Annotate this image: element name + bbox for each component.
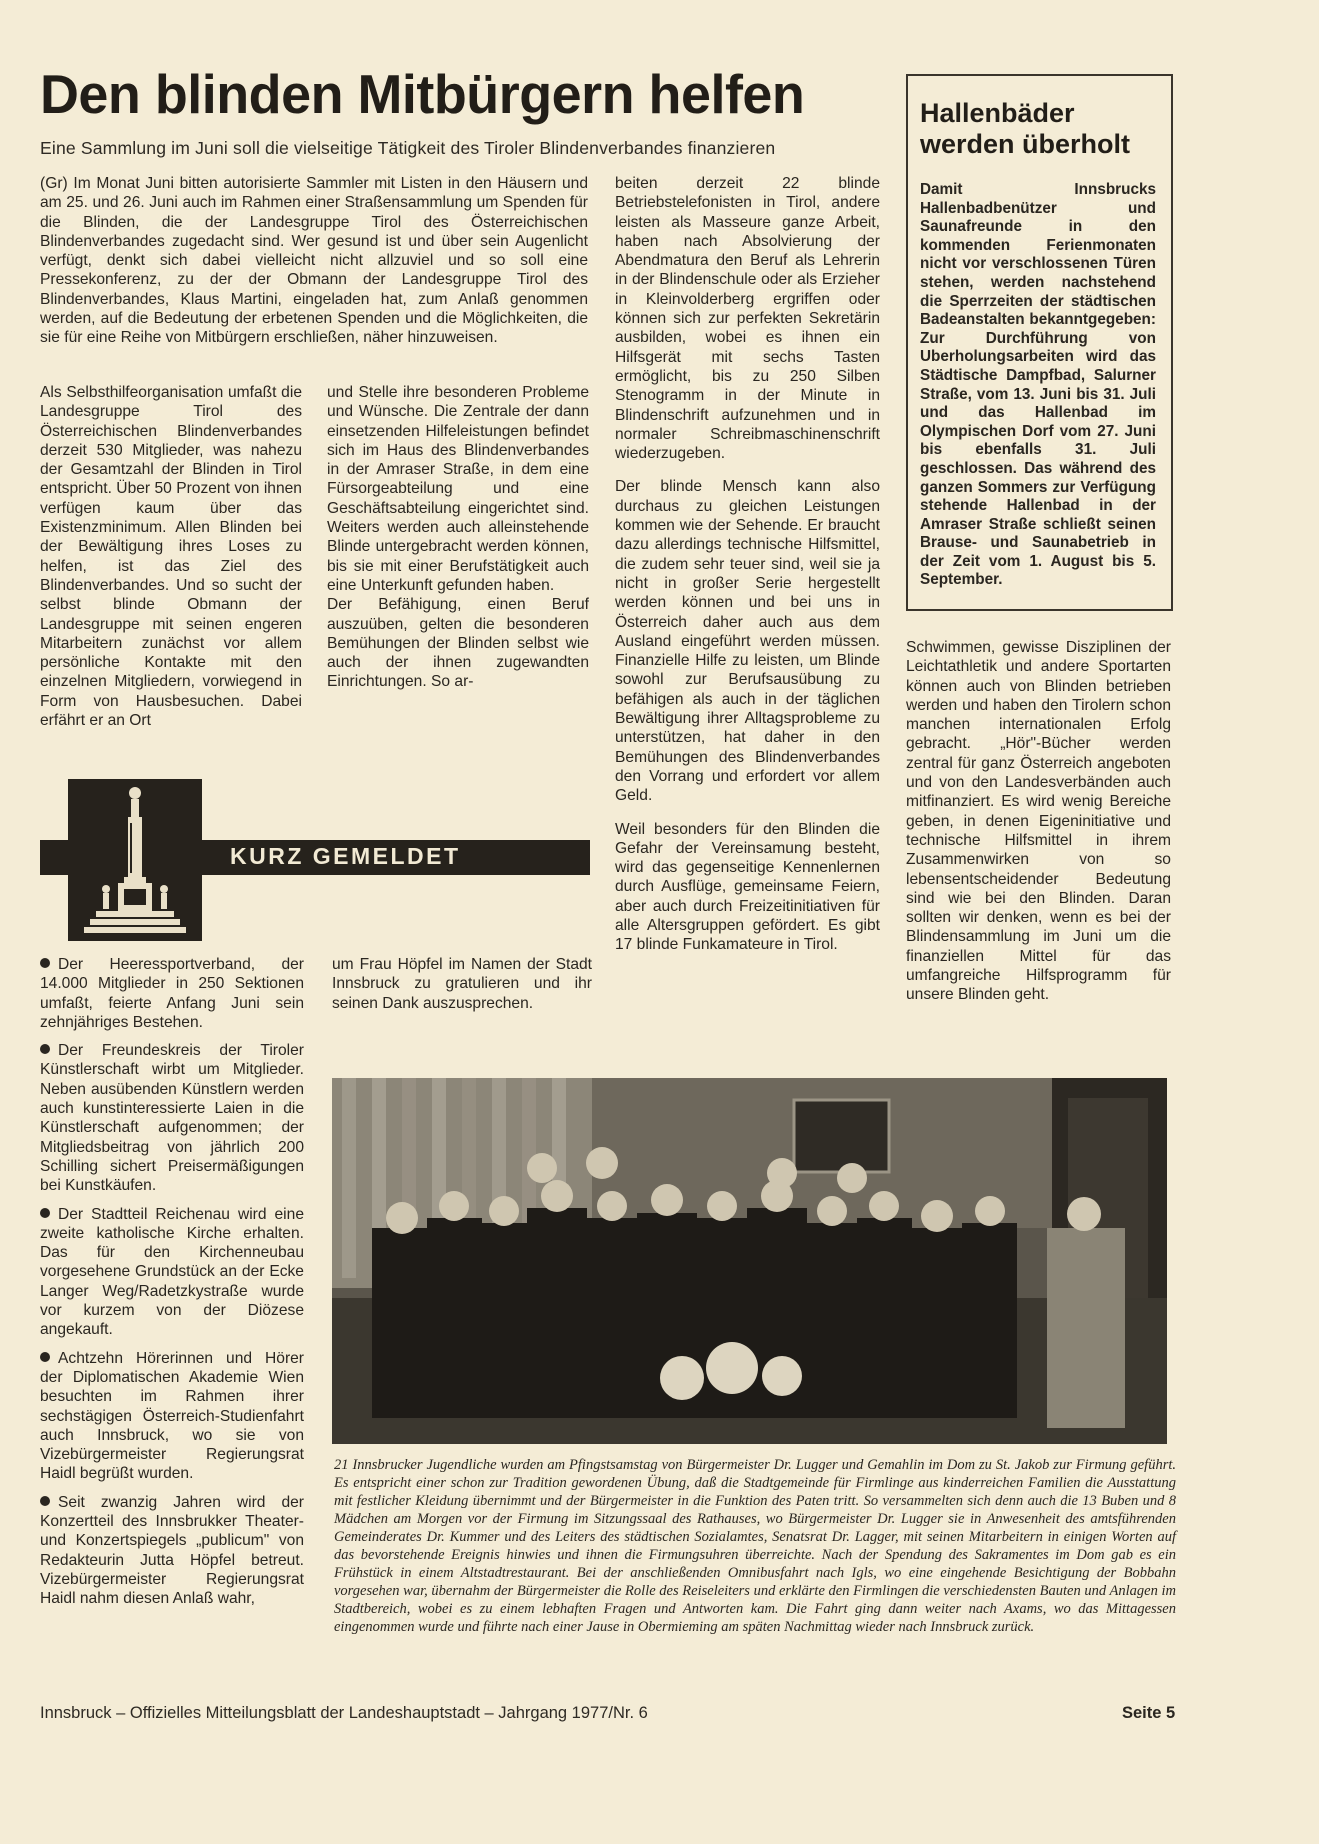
kurz-item: Seit zwanzig Jahren wird der Konzertteil des Innsbrukker Theater- und Konzertspiegels „publicum" von Redakteurin Jutta Höpfel betreut. Vizebürgermeister Regierungsrat Haidl nahm diesen Anlaß wahr, <box>40 1493 304 1608</box>
kurz-gemeldet-label: KURZ GEMELDET <box>230 843 461 869</box>
column-2-paragraph-2: Der Befähigung, einen Beruf auszuüben, gelten die besonderen Bemühungen der Blinden selbst wie auch der ihnen zugewandten Einrichtungen. So ar- <box>327 596 589 691</box>
bullet-icon <box>40 958 50 968</box>
column-2-paragraph-1: und Stelle ihre besonderen Probleme und Wünsche. Die Zentrale der dann einsetzenden Hilfeleistungen befindet sich im Haus des Blindenverbandes in der Amraser Straße, in dem eine Fürsorgeabteilung und eine Geschäftsabteilung eingerichtet sind. Weiters werden auch alleinstehende Blinde untergebracht werden können, bis sie mit einer Berufstätigkeit auch eine Unterkunft gefunden haben. <box>327 384 589 594</box>
column-3-paragraph-1: beiten derzeit 22 blinde Betriebstelefonisten in Tirol, andere leisten als Masseure ganze Arbeit, haben nach Absolvierung der Abendmatura den Beruf als Lehrerin in der Blindenschule oder als Erzieher in Kleinvolderberg ergriffen oder können sich zur perfekten Sekretärin ausbilden, wobei es ihnen ein Hilfsgerät mit sechs Tasten ermöglicht, bis zu 250 Silben Stenogramm in der Minute in Blindenschrift aufzunehmen und in normaler Schreibmaschinenschrift wiederzugeben. <box>615 175 880 463</box>
kurz-item: Der Stadtteil Reichenau wird eine zweite katholische Kirche erhalten. Das für den Kirchenneubau vorgesehene Grundstück an der Ecke Langer Weg/Radetzkystraße wurde vor kurzem von der Diözese angekauft. <box>40 1205 304 1339</box>
article-subtitle: Eine Sammlung im Juni soll die vielseitige Tätigkeit des Tiroler Blindenverbandes finanzieren <box>40 138 776 158</box>
group-photo <box>332 1078 1167 1444</box>
article-column-3 <box>615 174 880 955</box>
kurz-item: Achtzehn Hörerinnen und Hörer der Diplomatischen Akademie Wien besuchten im Rahmen ihrer sechstägigen Österreich-Studienfahrt auch Innsbruck, wo sie von Vizebürgermeister Regierungsrat Haidl begrüßt wurden. <box>40 1349 304 1483</box>
bullet-icon <box>40 1044 50 1054</box>
column-3-paragraph-2: Der blinde Mensch kann also durchaus zu gleichen Leistungen kommen wie der Sehende. Er braucht dazu allerdings technische Hilfsmittel, die zudem sehr teuer sind, weil sie ja nicht in großer Serie hergestellt werden können und bei uns in Österreich daher auch aus dem Ausland eingeführt werden müssen. Finanzielle Hilfe zu leisten, um Blinde sowohl zur Berufsausübung zu befähigen als auch in der täglichen Bewältigung ihrer Alltagsprobleme zu unterstützen, hat daher in den Bemühungen des Blindenverbandes den Vorrang und erfordert vor allem Geld. <box>615 478 880 805</box>
kurz-item: Der Heeressportverband, der 14.000 Mitglieder in 250 Sektionen umfaßt, feierte Anfang Juni sein zehnjähriges Bestehen. <box>40 956 304 1031</box>
kurz-column-1 <box>40 955 304 1609</box>
kurz-item: Der Freundeskreis der Tiroler Künstlerschaft wirbt um Mitglieder. Neben ausübenden Künstlern werden auch kunstinteressierte Laien in die Künstlerschaft aufgenommen; der Mitgliedsbeitrag von jährlich 200 Schilling sichert Preisermäßigungen bei Kunstkäufen. <box>40 1042 304 1195</box>
page-footer: Innsbruck – Offizielles Mitteilungsblatt der Landeshauptstadt – Jahrgang 1977/Nr. 6 <box>40 1704 648 1722</box>
article-intro: (Gr) Im Monat Juni bitten autorisierte Sammler mit Listen in den Häusern und am 25. und 26. Juni auch im Rahmen einer Straßensammlung um Spenden für die Blinden, die der Landesgruppe Tirol des Österreichischen Blindenverbandes zugedacht sind. Wer gesund ist und über sein Augenlicht verfügt, denkt sich dabei vielleicht nicht allzuviel und so soll eine Pressekonferenz, zu der der Obmann der Landesgruppe Tirol des Blindenverbandes, Klaus Martini, eingeladen hat, zum Anlaß genommen werden, auf die Bedeutung der erbetenen Spenden und die Möglichkeiten, die sie für eine Reihe von Mitbürgern erschließen, näher hinzuweisen. <box>40 175 588 347</box>
article-column-2 <box>327 383 589 692</box>
bullet-icon <box>40 1208 50 1218</box>
bullet-icon <box>40 1352 50 1362</box>
column-3-paragraph-3: Weil besonders für den Blinden die Gefahr der Vereinsamung besteht, wird das gegenseitige Kennenlernen durch Ausflüge, gemeinsame Feiern, aber auch durch Freizeitinitiativen für alle Altersgruppen gefördert. Es gibt 17 blinde Funkamateure in Tirol. <box>615 820 880 954</box>
photo-caption: 21 Innsbrucker Jugendliche wurden am Pfingstsamstag von Bürgermeister Dr. Lugger und Gemahlin im Dom zu St. Jakob zur Firmung geführt. Es entspricht einer schon zur Tradition gewordenen Übung, daß die Stadtgemeinde für Firmlinge aus kinderreichen Familien die Ausstattung mit festlicher Kleidung übernimmt und der Bürgermeister in die Funktion des Paten tritt. So versammelten sich denn auch die 13 Buben und 8 Mädchen am Morgen vor der Firmung im Sitzungssaal des Rathauses, wo Bürgermeister Dr. Lugger sie in Anwesenheit des amtsführenden Gemeinderates Dr. Kummer und des Leiters des städtischen Sozialamtes, Senatsrat Dr. Lagger, mit seinen Mitarbeitern in einigen Worten auf das bevorstehende Ereignis hinwies und ihnen die Firmungsuhren überreichte. Nach der Spendung des Sakramentes im Dom gab es ein Frühstück in einem Altstadtrestaurant. Bei der anschließenden Omnibusfahrt nach Igls, wo eine eingehende Besichtigung der Bobbahn vorgesehen war, übernahm der Bürgermeister die Rolle des Reiseleiters und erklärte den Firmlingen die verschiedensten Bauten und Anlagen im Stadtbereich, wobei es zu einem lebhaften Fragen und Antworten kam. Die Fahrt ging dann weiter nach Axams, wo das Mittagessen eingenommen wurde und führte nach einer Jause in Obermieming am späten Nachmittag wieder nach Innsbruck zurück. <box>334 1457 1176 1635</box>
annasaeule-icon <box>68 779 202 941</box>
kurz-continuation: um Frau Höpfel im Namen der Stadt Innsbruck zu gratulieren und ihr seinen Dank auszusprechen. <box>332 956 592 1012</box>
sidebar-box-text: Damit Innsbrucks Hallenbadbenützer und Saunafreunde in den kommenden Ferienmonaten nicht vor verschlossenen Türen stehen, werden nachstehend die Sperrzeiten der städtischen Badeanstalten bekanntgegeben: Zur Durchführung von Uberholungsarbeiten wird das Städtische Dampfbad, Salurner Straße, vom 13. Juni bis 31. Juli und das Hallenbad im Olympischen Dorf vom 27. Juni bis ebenfalls 31. Juli geschlossen. Das während des ganzen Sommers zur Verfügung stehende Hallenbad in der Amraser Straße schließt seinen Brause- und Saunabetrieb in der Zeit vom 1. August bis 5. September. <box>920 181 1156 589</box>
article-column-4: Schwimmen, gewisse Disziplinen der Leichtathletik und andere Sportarten können auch von Blinden betrieben werden und haben den Tirolern schon manchen internationalen Erfolg gebracht. „Hör"-Bücher werden zentral für ganz Österreich angeboten und von den Landesverbänden auch mitfinanziert. Es wird wenig Bereiche geben, in denen Eigeninitiative und technische Hilfsmittel in ihrem Zusammenwirken von so lebensentscheidender Bedeutung sind wie bei den Blinden. Daran sollten wir denken, wenn es bei der Blindensammlung im Juni um die finanziellen Mittel für das umfangreiche Hilfsprogramm für unsere Blinden geht. <box>906 639 1171 1004</box>
bullet-icon <box>40 1496 50 1506</box>
article-headline: Den blinden Mitbürgern helfen <box>40 63 805 125</box>
page-number: Seite 5 <box>1122 1704 1176 1722</box>
statue-logo <box>68 779 202 941</box>
group-photo-image <box>332 1078 1167 1444</box>
sidebar-box-title: Hallenbäder werden überholt <box>920 98 1131 159</box>
article-column-1: Als Selbsthilfeorganisation umfaßt die Landesgruppe Tirol des Österreichischen Blindenverbandes derzeit 530 Mitglieder, was nahezu der Gesamtzahl der Blinden in Tirol entspricht. Über 50 Prozent von ihnen verfügen kaum über das Existenzminimum. Allen Blinden bei der Bewältigung ihres Loses zu helfen, ist das Ziel des Blindenverbandes. Und so sucht der selbst blinde Obmann der Landesgruppe mit seinen engeren Mitarbeitern zunächst vor allem persönliche Kontakte mit den einzelnen Mitgliedern, vorwiegend in Form von Hausbesuchen. Dabei erfährt er an Ort <box>40 384 302 730</box>
